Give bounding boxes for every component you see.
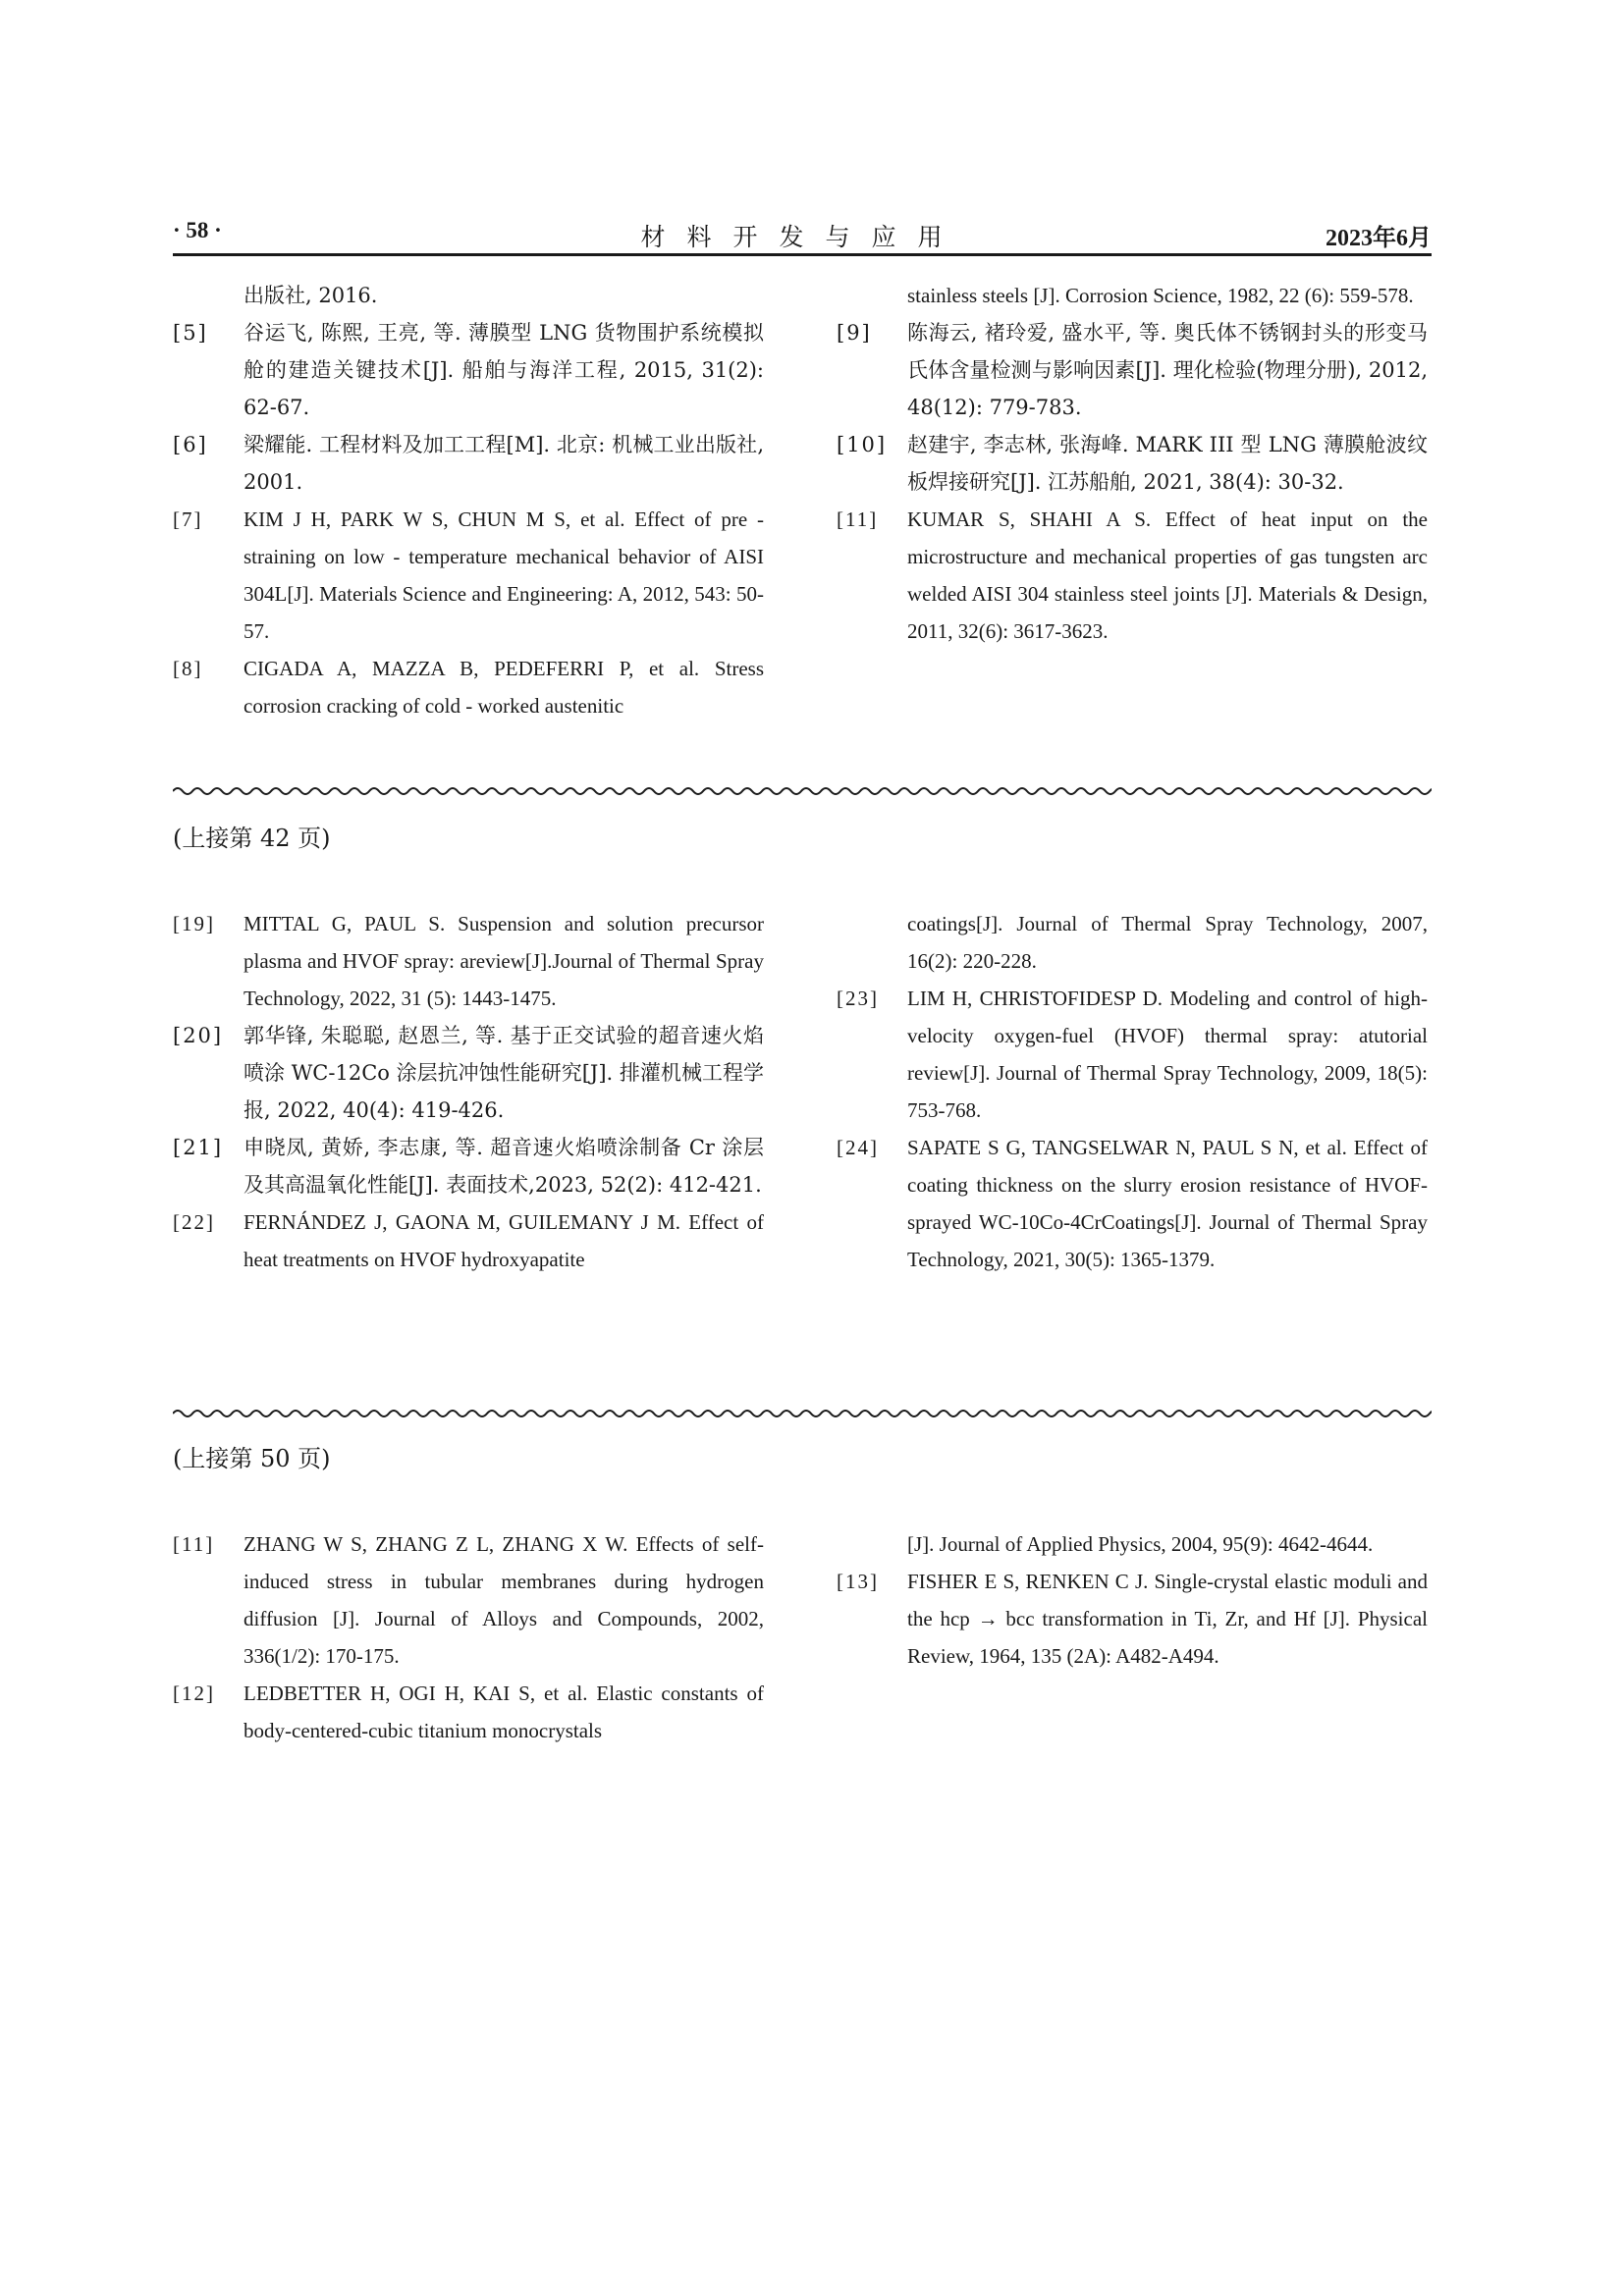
reference-number: [13]	[837, 1570, 879, 1593]
section1-right-column	[837, 277, 1428, 650]
reference-item	[173, 426, 764, 501]
reference-number: [7]	[173, 507, 203, 531]
reference-text: MITTAL G, PAUL S. Suspension and solution precursor plasma and HVOF spray: areview[J].Journal of Thermal Spray Technology, 2022, 31 (5): 1443-1475.	[244, 912, 764, 1010]
reference-number: [19]	[173, 912, 215, 935]
section2-right-column	[837, 905, 1428, 1278]
reference-text: FERNÁNDEZ J, GAONA M, GUILEMANY J M. Effect of heat treatments on HVOF hydroxyapatite	[244, 1210, 764, 1271]
reference-number: [21]	[173, 1136, 224, 1159]
reference-item	[173, 501, 764, 650]
reference-text: 谷运飞, 陈熙, 王亮, 等. 薄膜型 LNG 货物围护系统模拟舱的建造关键技术[J]. 船舶与海洋工程, 2015, 31(2): 62-67.	[244, 321, 764, 419]
reference-text: SAPATE S G, TANGSELWAR N, PAUL S N, et al. Effect of coating thickness on the slurry erosion resistance of HVOF-sprayed WC-10Co-4CrCoatings[J]. Journal of Thermal Spray Technology, 2021, 30(5): 1365-1379.	[907, 1136, 1428, 1271]
reference-text: 郭华锋, 朱聪聪, 赵恩兰, 等. 基于正交试验的超音速火焰喷涂 WC-12Co 涂层抗冲蚀性能研究[J]. 排灌机械工程学报, 2022, 40(4): 419-426.	[244, 1024, 764, 1122]
reference-number: [20]	[173, 1024, 224, 1047]
reference-item	[173, 905, 764, 1017]
reference-item	[837, 314, 1428, 426]
reference-text: 梁耀能. 工程材料及加工工程[M]. 北京: 机械工业出版社, 2001.	[244, 433, 764, 494]
reference-number: [22]	[173, 1210, 215, 1234]
reference-number: [12]	[173, 1682, 215, 1705]
reference-item	[837, 980, 1428, 1129]
reference-number: [6]	[173, 433, 208, 456]
reference-text: KUMAR S, SHAHI A S. Effect of heat input on the microstructure and mechanical properties of gas tungsten arc welded AISI 304 stainless steel joints [J]. Materials & Design, 2011, 32(6): 3617-3623.	[907, 507, 1428, 643]
reference-item	[173, 1525, 764, 1675]
wavy-divider	[173, 1408, 1432, 1419]
reference-text: 出版社, 2016.	[244, 284, 378, 307]
reference-text: LIM H, CHRISTOFIDESP D. Modeling and control of high-velocity oxygen-fuel (HVOF) thermal spray: atutorial review[J]. Journal of Thermal Spray Technology, 2009, 18(5): 753-768.	[907, 987, 1428, 1122]
reference-item	[837, 1563, 1428, 1675]
wavy-divider	[173, 785, 1432, 797]
reference-item	[837, 277, 1428, 314]
reference-number: [8]	[173, 657, 203, 680]
section3-left-column	[173, 1525, 764, 1749]
reference-item	[837, 501, 1428, 650]
reference-number: [10]	[837, 433, 888, 456]
reference-text: CIGADA A, MAZZA B, PEDEFERRI P, et al. Stress corrosion cracking of cold - worked austenitic	[244, 657, 764, 718]
reference-text: KIM J H, PARK W S, CHUN M S, et al. Effect of pre - straining on low - temperature mechanical behavior of AISI 304L[J]. Materials Science and Engineering: A, 2012, 543: 50-57.	[244, 507, 764, 643]
reference-text: coatings[J]. Journal of Thermal Spray Technology, 2007, 16(2): 220-228.	[907, 912, 1428, 973]
reference-text: LEDBETTER H, OGI H, KAI S, et al. Elastic constants of body-centered-cubic titanium monocrystals	[244, 1682, 764, 1742]
reference-item	[837, 905, 1428, 980]
reference-number: [5]	[173, 321, 208, 345]
reference-item	[837, 1525, 1428, 1563]
journal-title: 材料开发与应用	[640, 223, 964, 251]
reference-item	[173, 1017, 764, 1129]
page-number: · 58 ·	[173, 218, 222, 242]
reference-item	[173, 1203, 764, 1278]
reference-text: stainless steels [J]. Corrosion Science, 1982, 22 (6): 559-578.	[907, 284, 1414, 307]
running-header	[173, 218, 1432, 256]
reference-number: [9]	[837, 321, 872, 345]
reference-text: 赵建宇, 李志林, 张海峰. MARK III 型 LNG 薄膜舱波纹板焊接研究[J]. 江苏船舶, 2021, 38(4): 30-32.	[907, 433, 1428, 494]
issue-date: 2023年6月	[1326, 226, 1432, 251]
reference-item	[173, 650, 764, 724]
reference-number: [24]	[837, 1136, 879, 1159]
reference-item	[173, 314, 764, 426]
reference-item	[837, 426, 1428, 501]
reference-number: [23]	[837, 987, 879, 1010]
reference-text: 陈海云, 褚玲爱, 盛水平, 等. 奥氏体不锈钢封头的形变马氏体含量检测与影响因素[J]. 理化检验(物理分册), 2012, 48(12): 779-783.	[907, 321, 1428, 419]
continued-from-label: (上接第 42 页)	[173, 825, 331, 852]
reference-text: ZHANG W S, ZHANG Z L, ZHANG X W. Effects of self-induced stress in tubular membranes during hydrogen diffusion [J]. Journal of Alloys and Compounds, 2002, 336(1/2): 170-175.	[244, 1532, 764, 1668]
reference-item	[173, 1129, 764, 1203]
reference-number: [11]	[837, 507, 879, 531]
reference-text: FISHER E S, RENKEN C J. Single-crystal elastic moduli and the hcp → bcc transformation in Ti, Zr, and Hf [J]. Physical Review, 1964, 135 (2A): A482-A494.	[907, 1570, 1428, 1668]
section2-left-column	[173, 905, 764, 1278]
reference-item	[173, 277, 764, 314]
reference-item	[173, 1675, 764, 1749]
continued-from-label: (上接第 50 页)	[173, 1445, 331, 1472]
section3-right-column	[837, 1525, 1428, 1675]
reference-number: [11]	[173, 1532, 215, 1556]
reference-text: [J]. Journal of Applied Physics, 2004, 95(9): 4642-4644.	[907, 1532, 1374, 1556]
reference-text: 申晓凤, 黄娇, 李志康, 等. 超音速火焰喷涂制备 Cr 涂层及其高温氧化性能[J]. 表面技术,2023, 52(2): 412-421.	[244, 1136, 764, 1197]
section1-left-column	[173, 277, 764, 724]
reference-item	[837, 1129, 1428, 1278]
